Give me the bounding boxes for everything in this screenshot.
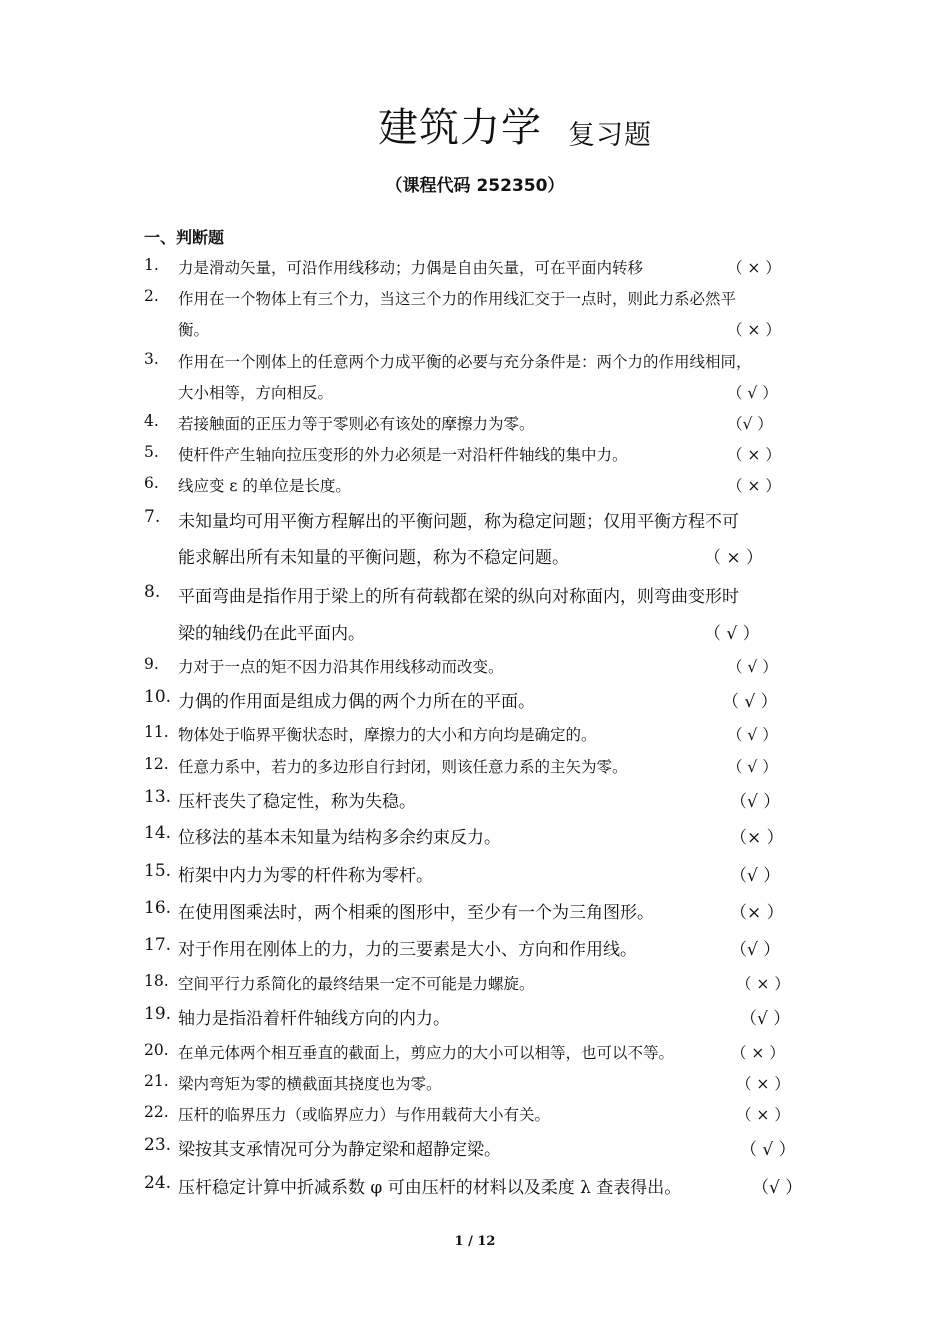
question-answer: （ √ ） — [704, 624, 760, 644]
question-answer: （ √ ） — [727, 726, 778, 744]
question-number: 16. — [144, 898, 172, 918]
question-text: 作用在一个刚体上的任意两个力成平衡的必要与充分条件是：两个力的作用线相同， — [178, 353, 752, 371]
course-code: （课程代码 252350） — [385, 176, 565, 196]
question-answer: （√ ） — [730, 792, 781, 812]
question-text-continued: 梁的轴线仍在此平面内。 — [178, 624, 365, 644]
question-text: 未知量均可用平衡方程解出的平衡问题，称为稳定问题；仅用平衡方程不可 — [178, 512, 739, 532]
question-text: 任意力系中，若力的多边形自行封闭，则该任意力系的主矢为零。 — [178, 758, 628, 776]
question-number: 6. — [144, 474, 159, 492]
question-answer: （ × ） — [727, 477, 781, 495]
question-text: 作用在一个物体上有三个力，当这三个力的作用线汇交于一点时，则此力系必然平 — [178, 290, 737, 308]
question-number: 11. — [144, 723, 169, 741]
question-answer: （√ ） — [730, 866, 781, 886]
question-text: 力偶的作用面是组成力偶的两个力所在的平面。 — [178, 692, 535, 712]
question-answer: （ √ ） — [722, 692, 778, 712]
question-number: 9. — [144, 655, 159, 673]
question-text: 轴力是指沿着杆件轴线方向的内力。 — [178, 1009, 450, 1029]
question-number: 20. — [144, 1041, 169, 1059]
question-number: 24. — [144, 1173, 172, 1193]
question-text: 压杆丧失了稳定性，称为失稳。 — [178, 792, 416, 812]
question-answer: （ √ ） — [727, 384, 778, 402]
question-number: 23. — [144, 1135, 172, 1155]
question-number: 7. — [144, 507, 161, 527]
question-text: 力对于一点的矩不因力沿其作用线移动而改变。 — [178, 658, 504, 676]
question-answer: （ × ） — [736, 1075, 790, 1093]
question-text: 使杆件产生轴向拉压变形的外力必须是一对沿杆件轴线的集中力。 — [178, 446, 628, 464]
question-answer: （ × ） — [731, 1044, 785, 1062]
question-answer: （× ） — [730, 903, 784, 923]
question-text: 空间平行力系简化的最终结果一定不可能是力螺旋。 — [178, 975, 535, 993]
question-answer: （ √ ） — [727, 658, 778, 676]
question-text: 线应变 ε 的单位是长度。 — [178, 477, 351, 495]
question-number: 13. — [144, 787, 172, 807]
question-text: 梁内弯矩为零的横截面其挠度也为零。 — [178, 1075, 442, 1093]
page-subtitle: 复习题 — [568, 120, 652, 151]
question-answer: （ × ） — [704, 548, 764, 568]
question-number: 22. — [144, 1103, 169, 1121]
question-text: 在单元体两个相互垂直的截面上，剪应力的大小可以相等，也可以不等。 — [178, 1044, 675, 1062]
question-text: 位移法的基本未知量为结构多余约束反力。 — [178, 828, 501, 848]
question-number: 8. — [144, 582, 161, 602]
question-number: 12. — [144, 755, 169, 773]
question-text: 物体处于临界平衡状态时，摩擦力的大小和方向均是确定的。 — [178, 726, 597, 744]
question-text-continued: 大小相等，方向相反。 — [178, 384, 334, 402]
question-text: 力是滑动矢量，可沿作用线移动；力偶是自由矢量，可在平面内转移 — [178, 259, 644, 277]
question-answer: （ √ ） — [740, 1140, 796, 1160]
question-text-continued: 能求解出所有未知量的平衡问题，称为不稳定问题。 — [178, 548, 569, 568]
question-answer: （ × ） — [727, 446, 781, 464]
question-number: 18. — [144, 972, 169, 990]
question-number: 5. — [144, 443, 159, 461]
question-number: 3. — [144, 350, 159, 368]
question-answer: （× ） — [730, 828, 784, 848]
question-text: 梁按其支承情况可分为静定梁和超静定梁。 — [178, 1140, 501, 1160]
page-title: 建筑力学 — [378, 105, 542, 151]
question-number: 21. — [144, 1072, 169, 1090]
question-number: 17. — [144, 935, 172, 955]
question-text: 桁架中内力为零的杆件称为零杆。 — [178, 866, 433, 886]
question-text: 压杆的临界压力（或临界应力）与作用载荷大小有关。 — [178, 1106, 551, 1124]
question-number: 14. — [144, 823, 172, 843]
question-answer: （ × ） — [736, 1106, 790, 1124]
question-answer: （√ ） — [752, 1178, 803, 1198]
question-text: 若接触面的正压力等于零则必有该处的摩擦力为零。 — [178, 415, 535, 433]
question-answer: （ × ） — [727, 321, 781, 339]
question-number: 4. — [144, 412, 159, 430]
question-text: 在使用图乘法时，两个相乘的图形中，至少有一个为三角图形。 — [178, 903, 654, 923]
question-text: 平面弯曲是指作用于梁上的所有荷载都在梁的纵向对称面内，则弯曲变形时 — [178, 587, 739, 607]
question-text: 压杆稳定计算中折减系数 φ 可由压杆的材料以及柔度 λ 查表得出。 — [178, 1178, 682, 1198]
question-number: 15. — [144, 861, 172, 881]
question-number: 2. — [144, 287, 159, 305]
question-answer: （√ ） — [740, 1009, 791, 1029]
question-answer: （√ ） — [727, 415, 773, 433]
question-answer: （ × ） — [736, 975, 790, 993]
question-text: 对于作用在刚体上的力，力的三要素是大小、方向和作用线。 — [178, 940, 637, 960]
question-number: 10. — [144, 687, 172, 707]
question-answer: （ × ） — [727, 259, 781, 277]
page-number: 1 / 12 — [454, 1234, 496, 1249]
question-answer: （ √ ） — [727, 758, 778, 776]
question-text-continued: 衡。 — [178, 321, 210, 339]
section-title: 一、判断题 — [144, 228, 225, 247]
question-number: 19. — [144, 1004, 172, 1024]
question-answer: （√ ） — [730, 940, 781, 960]
question-number: 1. — [144, 256, 159, 274]
